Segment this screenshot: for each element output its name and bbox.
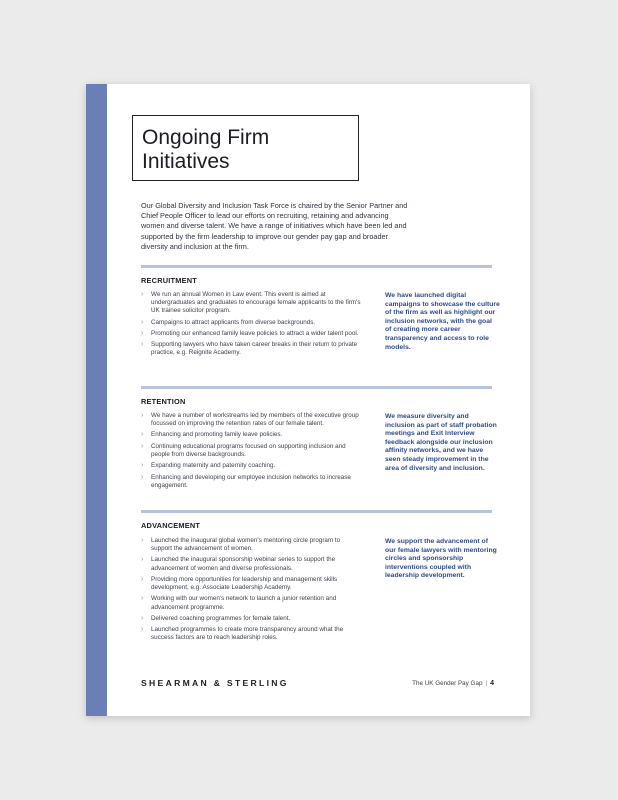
callout-recruitment: We have launched digital campaigns to showcase the culture of the firm as well as highlight our inclusion networks, with the goal of creating more career transparency and access to role models. (385, 292, 500, 351)
chevron-right-icon: › (141, 595, 144, 603)
chevron-right-icon: › (141, 318, 144, 326)
list-item: › Launched the inaugural global women's mentoring circle program to support the advancement of women. (141, 537, 341, 553)
list-item: › Supporting lawyers who have taken career breaks in their return to private practice, e.g. Reignite Academy. (141, 341, 358, 357)
list-item: › Expanding maternity and paternity coaching. (141, 462, 276, 470)
document-title: The UK Gender Pay Gap (412, 680, 483, 687)
page-footer (412, 680, 494, 687)
list-item: › Launched programmes to create more transparency around what the success factors are to reach leadership roles. (141, 626, 344, 642)
page-title-line1: Ongoing Firm (142, 126, 270, 149)
list-item: › Working with our women's network to launch a junior retention and advancement programme. (141, 595, 337, 611)
chevron-right-icon: › (141, 473, 144, 481)
advancement-list (141, 537, 361, 646)
page-number: 4 (490, 680, 494, 687)
recruitment-list (141, 291, 361, 361)
chevron-right-icon: › (141, 329, 144, 337)
section-heading-advancement: ADVANCEMENT (141, 521, 201, 530)
chevron-right-icon: › (141, 341, 144, 349)
list-item: › We run an annual Women in Law event. This event is aimed at undergraduates and graduates to encourage female applicants to the firm's UK trainee solicitor program. (141, 291, 361, 315)
list-item: › Continuing educational programs focused on supporting inclusion and people from diverse backgrounds. (141, 442, 346, 458)
list-item: › Delivered coaching programmes for female talent. (141, 614, 291, 622)
chevron-right-icon: › (141, 614, 144, 622)
list-item: › Campaigns to attract applicants from diverse backgrounds. (141, 318, 316, 326)
chevron-right-icon: › (141, 291, 144, 298)
chevron-right-icon: › (141, 575, 144, 583)
list-item: › Providing more opportunities for leadership and management skills development, e.g. Associate Leadership Academy. (141, 575, 338, 592)
chevron-right-icon: › (141, 462, 144, 470)
section-divider (141, 510, 492, 513)
chevron-right-icon: › (141, 556, 144, 564)
list-item: › Promoting our enhanced family leave policies to attract a wider talent pool. (141, 329, 359, 337)
callout-advancement: We support the advancement of our female lawyers with mentoring circles and sponsorship interventions coupled with leadership development. (385, 538, 497, 580)
footer-separator: | (485, 680, 488, 687)
document-page (86, 84, 530, 716)
chevron-right-icon: › (141, 412, 144, 419)
page-title-line2: Initiatives (142, 150, 230, 173)
list-item: › Enhancing and promoting family leave policies. (141, 431, 283, 439)
chevron-right-icon: › (141, 626, 144, 634)
section-divider (141, 386, 492, 389)
intro-paragraph: Our Global Diversity and Inclusion Task Force is chaired by the Senior Partner and Chief People Officer to lead our efforts on recruiting, retaining and advancing women and diverse talent. We have a range of initiatives which have been led and supported by the firm leadership to improve our gender pay gap and broader diversity and inclusion at the firm. (141, 201, 408, 251)
section-divider (141, 265, 492, 268)
chevron-right-icon: › (141, 442, 144, 450)
firm-logo: SHEARMAN & STERLING (141, 678, 289, 688)
callout-retention: We measure diversity and inclusion as part of staff probation meetings and Exit Interview feedback alongside our inclusion affinity networks, and we have seen steady improvement in the area of diversity and inclusion. (385, 413, 497, 472)
page-title (132, 115, 359, 181)
retention-list (141, 412, 361, 493)
list-item: › We have a number of workstreams led by members of the executive group focussed on improving the retention rates of our female talent. (141, 412, 359, 428)
section-heading-recruitment: RECRUITMENT (141, 276, 197, 285)
list-item: › Enhancing and developing our employee inclusion networks to increase engagement. (141, 473, 351, 489)
list-item: › Launched the inaugural sponsorship webinar series to support the advancement of women and diverse professionals. (141, 556, 336, 572)
accent-bar (86, 84, 107, 716)
chevron-right-icon: › (141, 431, 144, 439)
chevron-right-icon: › (141, 537, 144, 544)
section-heading-retention: RETENTION (141, 397, 186, 406)
